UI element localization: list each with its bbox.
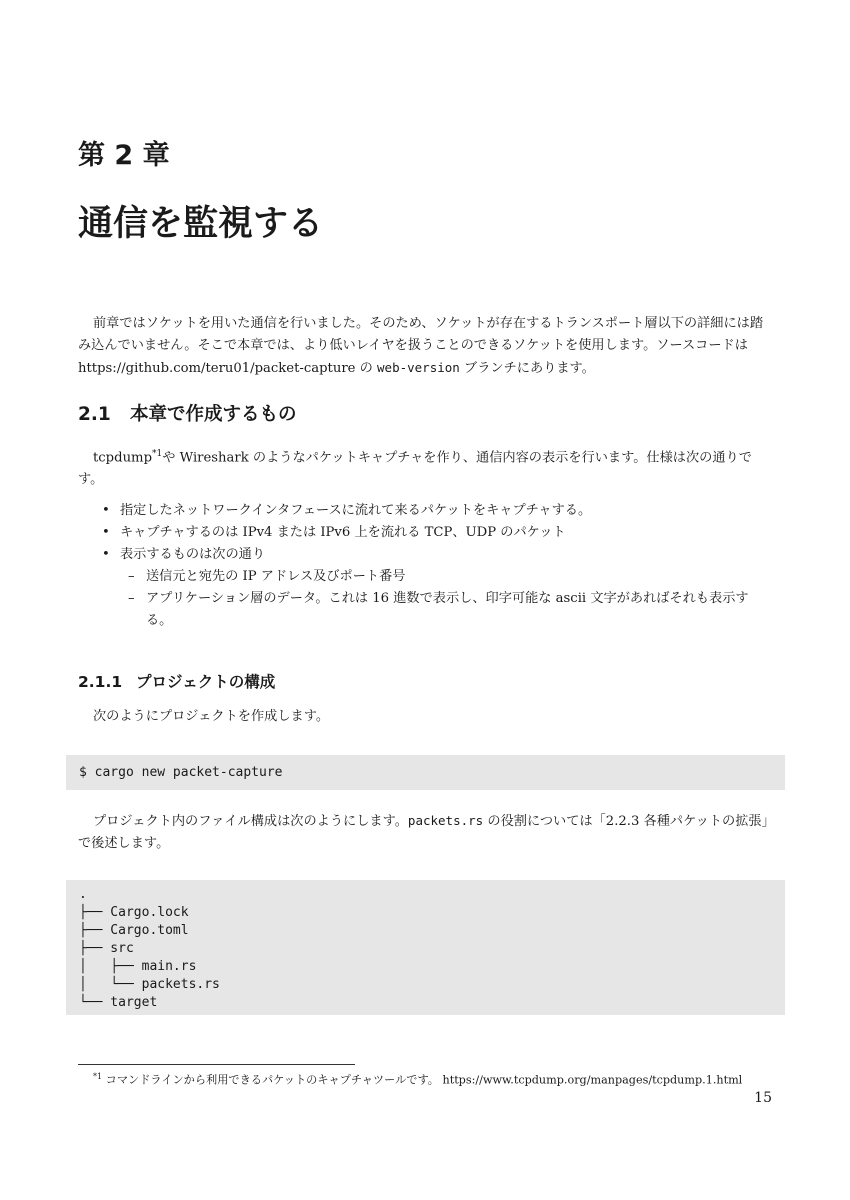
subsection-paragraph-2 — [78, 810, 772, 855]
bullet-icon: • — [102, 547, 110, 562]
section-title: 本章で作成するもの — [130, 404, 297, 425]
list-item — [102, 522, 774, 544]
tree-line: │ └── packets.rs — [79, 977, 220, 992]
bullet-icon: • — [102, 525, 110, 540]
para2-after: の役割については「2.2.3 各種パケットの拡張」で後述します。 — [78, 814, 769, 851]
bullet-icon: • — [102, 503, 110, 518]
subsection-heading — [78, 671, 275, 693]
tree-line: . — [79, 887, 87, 902]
section-para-part1: tcpdump — [93, 450, 153, 466]
tree-line: ├── Cargo.toml — [79, 923, 189, 938]
dash-icon: – — [128, 591, 135, 606]
file-tree-code-block — [66, 880, 785, 1015]
footnote-divider — [78, 1064, 355, 1065]
footnote-ref: *1 — [152, 449, 163, 459]
chapter-title: 通信を監視する — [78, 204, 324, 244]
sub-bullet-text: 送信元と宛先の IP アドレス及びポート番号 — [146, 569, 406, 584]
command-code-block — [66, 755, 785, 790]
intro-text-after: ブランチにあります。 — [459, 361, 595, 376]
sub-list-item — [102, 588, 774, 632]
footnote — [93, 1068, 742, 1090]
spec-list — [102, 500, 774, 632]
subsection-number: 2.1.1 — [78, 673, 123, 691]
subsection-paragraph-1 — [78, 706, 772, 728]
page-number: 15 — [754, 1090, 772, 1106]
section-para-part2: や Wireshark のようなパケットキャプチャを作り、通信内容の表示を行います。仕様は次の通りです。 — [78, 450, 752, 488]
bullet-text: キャプチャするのは IPv4 または IPv6 上を流れる TCP、UDP のパケット — [120, 525, 566, 540]
branch-name-code: web-version — [377, 360, 460, 375]
sub-list-item — [102, 566, 774, 588]
footnote-text: コマンドラインから利用できるパケットのキャプチャツールです。 https://www.tcpdump.org/manpages/tcpdump.1.html — [105, 1073, 743, 1087]
packets-file-code: packets.rs — [407, 813, 484, 828]
section-number: 2.1 — [78, 404, 111, 425]
para2-before: プロジェクト内のファイル構成は次のようにします。 — [93, 814, 408, 829]
tree-line: └── target — [79, 995, 158, 1010]
list-item — [102, 544, 774, 566]
bullet-text: 指定したネットワークインタフェースに流れて来るパケットをキャプチャする。 — [120, 503, 592, 518]
intro-paragraph — [78, 313, 772, 380]
sub-bullet-text: アプリケーション層のデータ。これは 16 進数で表示し、印字可能な ascii 文字があればそれも表示する。 — [146, 591, 749, 628]
footnote-mark: *1 — [93, 1072, 103, 1081]
section-paragraph — [78, 443, 772, 491]
chapter-number: 第 2 章 — [78, 140, 170, 171]
tree-line: │ ├── main.rs — [79, 959, 197, 974]
intro-text-before: 前章ではソケットを用いた通信を行いました。そのため、ソケットが存在するトランスポート層以下の詳細には踏み込んでいません。そこで本章では、より低いレイヤを扱うことのできるソケットを使用します。ソースコードは https://github.com/teru01/packet-capture の — [78, 316, 764, 376]
list-item — [102, 500, 774, 522]
tree-line: ├── Cargo.lock — [79, 905, 189, 920]
command-line: $ cargo new packet-capture — [79, 765, 283, 780]
tree-line: ├── src — [79, 941, 134, 956]
subsection-title: プロジェクトの構成 — [136, 673, 276, 691]
bullet-text: 表示するものは次の通り — [120, 547, 266, 562]
section-heading — [78, 402, 297, 428]
dash-icon: – — [128, 569, 135, 584]
subsection-para1-text: 次のようにプロジェクトを作成します。 — [93, 709, 330, 724]
